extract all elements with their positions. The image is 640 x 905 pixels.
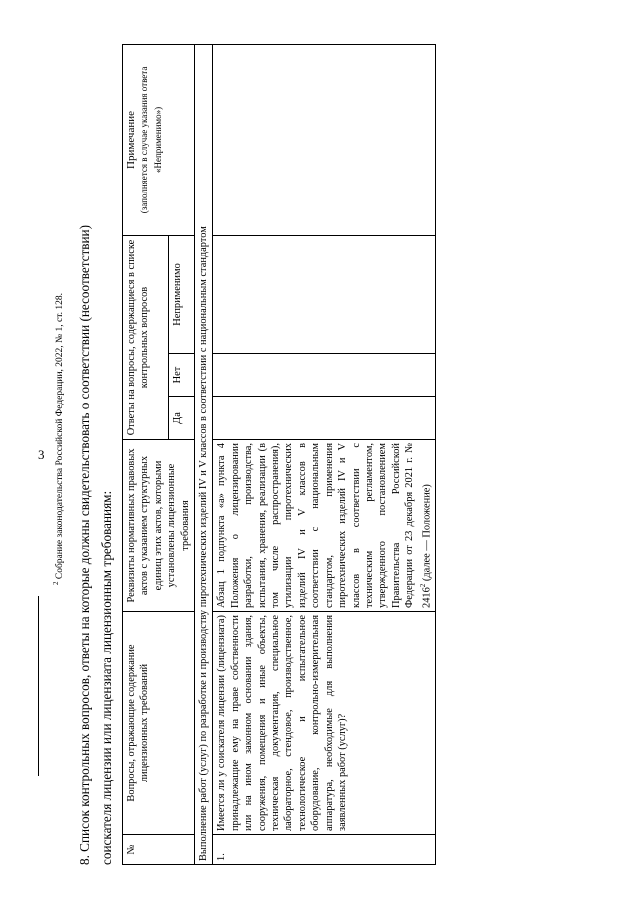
row-requisite-footnote-mark: 2 (418, 583, 427, 588)
row-requisite-tail: (далее — Положение) (421, 484, 432, 584)
row-yes (213, 397, 436, 440)
header-note (123, 44, 195, 235)
header-note-sub: (заполняется в случае указания ответа «Неприменимо») (139, 66, 163, 214)
row-requisite (213, 440, 436, 612)
header-yes: Да (168, 397, 194, 440)
header-requisites: Реквизиты нормативных правовых актов с указанием структурных единиц этих актов, которыми установлены лицензионные требования (123, 440, 195, 612)
header-note-title: Примечание (125, 110, 137, 169)
table-row (213, 44, 436, 864)
checklist-table (122, 44, 436, 865)
section-heading (74, 45, 120, 865)
header-answers: Ответы на вопросы, содержащиеся в списке контрольных вопросов (123, 235, 169, 439)
footnote-divider (38, 596, 39, 776)
header-num: № (123, 835, 195, 865)
footnote (52, 285, 68, 585)
header-no: Нет (168, 354, 194, 397)
footnote-text: Собрание законодательства Российской Федерации, 2022, № 1, ст. 128. (55, 292, 66, 582)
row-note (213, 44, 436, 235)
row-na (213, 235, 436, 353)
heading-line-1: 8. Список контрольных вопросов, ответы на которые должны свидетельствовать о соответствии (несоответствии) (77, 225, 92, 865)
row-question: Имеется ли у соискателя лицензии (лицензиата) принадлежащие ему на праве собственности или на ином законном основании здания, сооружения, помещения и иные объекты, техническая документация, специальное лабораторное, стендовое, производственное, технологическое и испытательное оборудование, контрольно-измерительная аппаратура, необходимые для выполнения заявленных работ (услуг)? (213, 612, 436, 835)
header-na: Неприменимо (168, 235, 194, 353)
section-title: Выполнение работ (услуг) по разработке и производству пиротехнических изделий IV и V классов в соответствии с национальным стандартом (195, 44, 213, 864)
row-no (213, 354, 436, 397)
page-number: 3 (38, 447, 45, 462)
footnote-marker: 2 (52, 581, 60, 585)
row-num: 1. (213, 835, 436, 865)
header-questions: Вопросы, отражающие содержание лицензионных требований (123, 612, 195, 835)
row-requisite-text: Абзац 1 подпункта «а» пункта 4 Положения о лицензировании разработки, производства, испытания, хранения, реализации (в том числе распространения), утилизации пиротехнических изделий IV и V классов в соответствии с национальным стандартом, применения пиротехнических изделий IV и V классов в соответствии с техническим регламентом, утвержденного постановлением Правительства Российской Федерации от 23 декабря 2021 г. № 2416 (216, 443, 432, 608)
rotated-content (74, 45, 432, 865)
heading-line-2: соискателя лицензии или лицензиата лицензионным требованиям: (99, 490, 114, 865)
